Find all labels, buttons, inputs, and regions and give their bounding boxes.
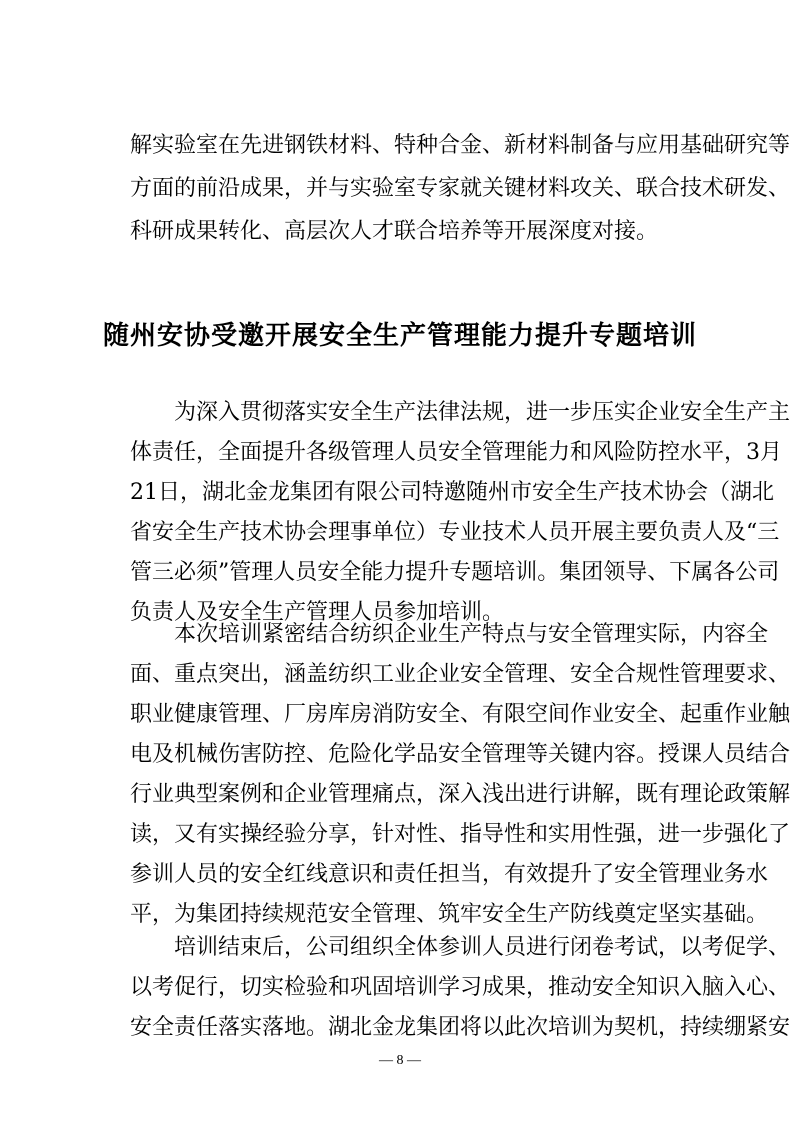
text-line: 平，为集团持续规范安全管理、筑牢安全生产防线奠定坚实基础。 [130, 902, 769, 927]
text-line: 面、重点突出，涵盖纺织工业企业安全管理、安全合规性管理要求、 [130, 662, 791, 687]
text-line: 培训结束后，公司组织全体参训人员进行闭卷考试，以考促学、 [174, 935, 791, 960]
text-line: 负责人及安全生产管理人员参加培训。 [130, 600, 505, 625]
text-line: 解实验室在先进钢铁材料、特种合金、新材料制备与应用基础研究等 [130, 133, 791, 158]
text-line: 读，又有实操经验分享，针对性、指导性和实用性强，进一步强化了 [130, 822, 791, 847]
text-line: 本次培训紧密结合纺织企业生产特点与安全管理实际，内容全 [174, 622, 769, 647]
text-line: 管三必须”管理人员安全能力提升专题培训。集团领导、下属各公司 [130, 560, 780, 585]
text-line: 体责任，全面提升各级管理人员安全管理能力和风险防控水平，3月 [130, 440, 782, 465]
text-line: 科研成果转化、高层次人才联合培养等开展深度对接。 [130, 219, 659, 244]
text-line: 省安全生产技术协会理事单位）专业技术人员开展主要负责人及“三 [130, 520, 780, 545]
text-line: 方面的前沿成果，并与实验室专家就关键材料攻关、联合技术研发、 [130, 176, 791, 201]
text-line: 以考促行，切实检验和巩固培训学习成果，推动安全知识入脑入心、 [130, 975, 791, 1000]
text-line: 参训人员的安全红线意识和责任担当，有效提升了安全管理业务水 [130, 862, 769, 887]
page-number: — 8 — [379, 1053, 421, 1068]
text-line: 职业健康管理、厂房库房消防安全、有限空间作业安全、起重作业触 [130, 702, 791, 727]
text-line: 21日，湖北金龙集团有限公司特邀随州市安全生产技术协会（湖北 [130, 480, 774, 505]
article-title: 随州安协受邀开展安全生产管理能力提升专题培训 [102, 321, 697, 351]
text-line: 电及机械伤害防控、危险化学品安全管理等关键内容。授课人员结合 [130, 742, 791, 767]
text-line: 行业典型案例和企业管理痛点，深入浅出进行讲解，既有理论政策解 [130, 782, 791, 807]
text-line: 为深入贯彻落实安全生产法律法规，进一步压实企业安全生产主 [174, 400, 791, 425]
text-line: 安全责任落实落地。湖北金龙集团将以此次培训为契机，持续绷紧安 [130, 1015, 791, 1040]
